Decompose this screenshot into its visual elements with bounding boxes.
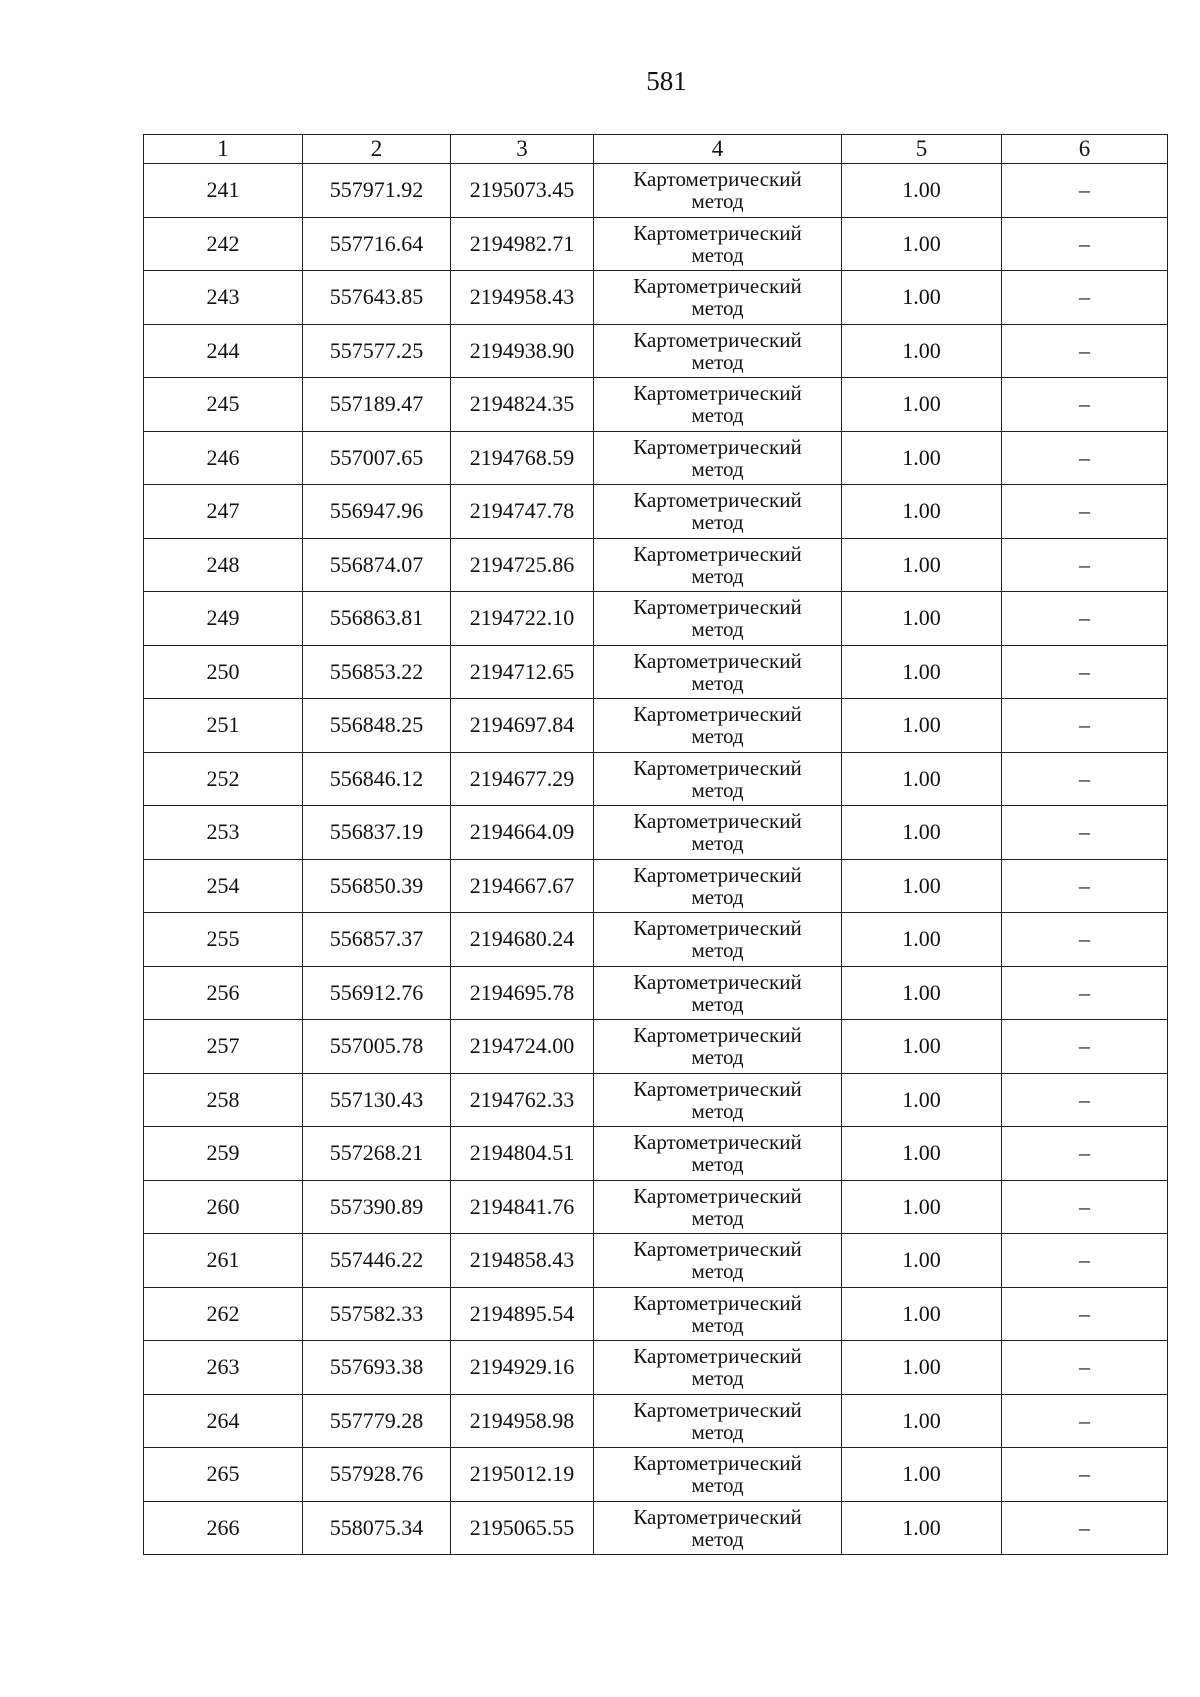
method-line-1: Картометрический	[633, 1451, 802, 1476]
y-coordinate-cell: 2195065.55	[451, 1501, 594, 1555]
point-number-cell: 253	[144, 806, 303, 860]
method-line-1: Картометрический	[633, 274, 802, 299]
method-line-2: метод	[691, 1205, 744, 1230]
point-number-cell: 242	[144, 217, 303, 271]
note-cell: –	[1002, 752, 1168, 806]
y-coordinate-cell: 2194724.00	[451, 1020, 594, 1074]
method-line-2: метод	[691, 242, 744, 267]
note-cell: –	[1002, 1020, 1168, 1074]
method-cell	[594, 538, 842, 592]
accuracy-cell: 1.00	[842, 645, 1002, 699]
x-coordinate-cell: 556837.19	[303, 806, 451, 860]
x-coordinate-cell: 557189.47	[303, 378, 451, 432]
note-cell: –	[1002, 431, 1168, 485]
note-cell: –	[1002, 485, 1168, 539]
accuracy-cell: 1.00	[842, 1394, 1002, 1448]
table-row	[144, 1020, 1168, 1074]
table-row	[144, 485, 1168, 539]
y-coordinate-cell: 2194858.43	[451, 1234, 594, 1288]
x-coordinate-cell: 556846.12	[303, 752, 451, 806]
point-number-cell: 257	[144, 1020, 303, 1074]
method-line-2: метод	[691, 1473, 744, 1498]
page-number: 581	[646, 66, 687, 96]
y-coordinate-cell: 2194677.29	[451, 752, 594, 806]
point-number-cell: 252	[144, 752, 303, 806]
y-coordinate-cell: 2194929.16	[451, 1341, 594, 1395]
note-cell: –	[1002, 378, 1168, 432]
method-line-2: метод	[691, 1045, 744, 1070]
point-number-cell: 254	[144, 859, 303, 913]
point-number-cell: 243	[144, 271, 303, 325]
method-line-1: Картометрический	[633, 969, 802, 994]
accuracy-cell: 1.00	[842, 1448, 1002, 1502]
method-line-1: Картометрический	[633, 220, 802, 245]
method-cell	[594, 806, 842, 860]
table-row	[144, 645, 1168, 699]
note-cell: –	[1002, 1073, 1168, 1127]
accuracy-cell: 1.00	[842, 1287, 1002, 1341]
accuracy-cell: 1.00	[842, 806, 1002, 860]
method-cell	[594, 1127, 842, 1181]
point-number-cell: 248	[144, 538, 303, 592]
method-line-2: метод	[691, 189, 744, 214]
method-line-1: Картометрический	[633, 809, 802, 834]
y-coordinate-cell: 2194938.90	[451, 324, 594, 378]
note-cell: –	[1002, 859, 1168, 913]
method-cell	[594, 699, 842, 753]
method-line-2: метод	[691, 456, 744, 481]
x-coordinate-cell: 556853.22	[303, 645, 451, 699]
x-coordinate-cell: 557446.22	[303, 1234, 451, 1288]
column-header: 6	[1002, 135, 1168, 164]
method-cell	[594, 271, 842, 325]
x-coordinate-cell: 557007.65	[303, 431, 451, 485]
y-coordinate-cell: 2194824.35	[451, 378, 594, 432]
method-line-2: метод	[691, 1312, 744, 1337]
point-number-cell: 264	[144, 1394, 303, 1448]
y-coordinate-cell: 2194768.59	[451, 431, 594, 485]
note-cell: –	[1002, 806, 1168, 860]
method-line-1: Картометрический	[633, 541, 802, 566]
method-line-2: метод	[691, 1366, 744, 1391]
accuracy-cell: 1.00	[842, 1020, 1002, 1074]
x-coordinate-cell: 557928.76	[303, 1448, 451, 1502]
y-coordinate-cell: 2194804.51	[451, 1127, 594, 1181]
point-number-cell: 241	[144, 164, 303, 218]
point-number-cell: 263	[144, 1341, 303, 1395]
method-cell	[594, 1180, 842, 1234]
column-header: 4	[594, 135, 842, 164]
x-coordinate-cell: 557577.25	[303, 324, 451, 378]
x-coordinate-cell: 556874.07	[303, 538, 451, 592]
method-line-2: метод	[691, 1152, 744, 1177]
note-cell: –	[1002, 1127, 1168, 1181]
note-cell: –	[1002, 164, 1168, 218]
accuracy-cell: 1.00	[842, 913, 1002, 967]
method-line-2: метод	[691, 403, 744, 428]
x-coordinate-cell: 556850.39	[303, 859, 451, 913]
method-line-2: метод	[691, 510, 744, 535]
table-row	[144, 1073, 1168, 1127]
method-line-1: Картометрический	[633, 1076, 802, 1101]
method-line-1: Картометрический	[633, 1397, 802, 1422]
y-coordinate-cell: 2195073.45	[451, 164, 594, 218]
y-coordinate-cell: 2194680.24	[451, 913, 594, 967]
y-coordinate-cell: 2194895.54	[451, 1287, 594, 1341]
method-line-1: Картометрический	[633, 1237, 802, 1262]
table-row	[144, 1180, 1168, 1234]
table-row	[144, 1394, 1168, 1448]
point-number-cell: 262	[144, 1287, 303, 1341]
accuracy-cell: 1.00	[842, 431, 1002, 485]
method-line-2: метод	[691, 831, 744, 856]
column-header: 1	[144, 135, 303, 164]
accuracy-cell: 1.00	[842, 592, 1002, 646]
accuracy-cell: 1.00	[842, 271, 1002, 325]
y-coordinate-cell: 2194958.98	[451, 1394, 594, 1448]
method-cell	[594, 1287, 842, 1341]
table-row	[144, 806, 1168, 860]
table-row	[144, 1287, 1168, 1341]
table-row	[144, 164, 1168, 218]
method-line-2: метод	[691, 777, 744, 802]
x-coordinate-cell: 557779.28	[303, 1394, 451, 1448]
method-line-1: Картометрический	[633, 488, 802, 513]
method-line-2: метод	[691, 1526, 744, 1551]
method-cell	[594, 1234, 842, 1288]
x-coordinate-cell: 558075.34	[303, 1501, 451, 1555]
method-line-1: Картометрический	[633, 1130, 802, 1155]
method-line-1: Картометрический	[633, 327, 802, 352]
y-coordinate-cell: 2194725.86	[451, 538, 594, 592]
point-number-cell: 255	[144, 913, 303, 967]
table-body	[144, 164, 1168, 1555]
x-coordinate-cell: 557582.33	[303, 1287, 451, 1341]
method-line-1: Картометрический	[633, 1344, 802, 1369]
table-row	[144, 1234, 1168, 1288]
point-number-cell: 246	[144, 431, 303, 485]
coordinates-table	[143, 134, 1168, 1555]
method-line-1: Картометрический	[633, 595, 802, 620]
point-number-cell: 258	[144, 1073, 303, 1127]
accuracy-cell: 1.00	[842, 966, 1002, 1020]
column-header: 3	[451, 135, 594, 164]
method-line-1: Картометрический	[633, 167, 802, 192]
accuracy-cell: 1.00	[842, 164, 1002, 218]
accuracy-cell: 1.00	[842, 1073, 1002, 1127]
accuracy-cell: 1.00	[842, 1127, 1002, 1181]
table-row	[144, 538, 1168, 592]
note-cell: –	[1002, 1287, 1168, 1341]
method-cell	[594, 431, 842, 485]
method-line-2: метод	[691, 670, 744, 695]
method-line-2: метод	[691, 884, 744, 909]
note-cell: –	[1002, 645, 1168, 699]
method-cell	[594, 324, 842, 378]
note-cell: –	[1002, 1394, 1168, 1448]
note-cell: –	[1002, 271, 1168, 325]
method-line-1: Картометрический	[633, 916, 802, 941]
note-cell: –	[1002, 699, 1168, 753]
point-number-cell: 265	[144, 1448, 303, 1502]
x-coordinate-cell: 557268.21	[303, 1127, 451, 1181]
method-cell	[594, 217, 842, 271]
method-cell	[594, 645, 842, 699]
x-coordinate-cell: 557005.78	[303, 1020, 451, 1074]
table-row	[144, 1448, 1168, 1502]
method-line-2: метод	[691, 1259, 744, 1284]
method-cell	[594, 592, 842, 646]
method-line-1: Картометрический	[633, 755, 802, 780]
table-row	[144, 1341, 1168, 1395]
y-coordinate-cell: 2194664.09	[451, 806, 594, 860]
accuracy-cell: 1.00	[842, 485, 1002, 539]
accuracy-cell: 1.00	[842, 1501, 1002, 1555]
table-row	[144, 431, 1168, 485]
y-coordinate-cell: 2194982.71	[451, 217, 594, 271]
y-coordinate-cell: 2194841.76	[451, 1180, 594, 1234]
method-cell	[594, 859, 842, 913]
table-header-row	[144, 135, 1168, 164]
note-cell: –	[1002, 217, 1168, 271]
y-coordinate-cell: 2194697.84	[451, 699, 594, 753]
method-line-1: Картометрический	[633, 1023, 802, 1048]
method-line-2: метод	[691, 1098, 744, 1123]
x-coordinate-cell: 556947.96	[303, 485, 451, 539]
method-line-1: Картометрический	[633, 1290, 802, 1315]
table-row	[144, 1127, 1168, 1181]
table-row	[144, 699, 1168, 753]
note-cell: –	[1002, 966, 1168, 1020]
table-row	[144, 752, 1168, 806]
table-row	[144, 271, 1168, 325]
method-cell	[594, 1020, 842, 1074]
method-line-2: метод	[691, 617, 744, 642]
accuracy-cell: 1.00	[842, 859, 1002, 913]
point-number-cell: 260	[144, 1180, 303, 1234]
note-cell: –	[1002, 538, 1168, 592]
y-coordinate-cell: 2194722.10	[451, 592, 594, 646]
x-coordinate-cell: 556848.25	[303, 699, 451, 753]
table-row	[144, 324, 1168, 378]
table-row	[144, 217, 1168, 271]
method-cell	[594, 1341, 842, 1395]
note-cell: –	[1002, 1180, 1168, 1234]
accuracy-cell: 1.00	[842, 538, 1002, 592]
table-row	[144, 592, 1168, 646]
table-row	[144, 378, 1168, 432]
y-coordinate-cell: 2194747.78	[451, 485, 594, 539]
y-coordinate-cell: 2195012.19	[451, 1448, 594, 1502]
method-line-2: метод	[691, 563, 744, 588]
accuracy-cell: 1.00	[842, 699, 1002, 753]
y-coordinate-cell: 2194958.43	[451, 271, 594, 325]
note-cell: –	[1002, 1448, 1168, 1502]
point-number-cell: 247	[144, 485, 303, 539]
x-coordinate-cell: 556863.81	[303, 592, 451, 646]
method-line-2: метод	[691, 349, 744, 374]
note-cell: –	[1002, 913, 1168, 967]
x-coordinate-cell: 556857.37	[303, 913, 451, 967]
x-coordinate-cell: 557693.38	[303, 1341, 451, 1395]
accuracy-cell: 1.00	[842, 378, 1002, 432]
accuracy-cell: 1.00	[842, 1341, 1002, 1395]
point-number-cell: 250	[144, 645, 303, 699]
method-line-2: метод	[691, 724, 744, 749]
method-cell	[594, 752, 842, 806]
y-coordinate-cell: 2194762.33	[451, 1073, 594, 1127]
method-cell	[594, 378, 842, 432]
x-coordinate-cell: 557716.64	[303, 217, 451, 271]
note-cell: –	[1002, 1234, 1168, 1288]
method-line-2: метод	[691, 991, 744, 1016]
x-coordinate-cell: 557390.89	[303, 1180, 451, 1234]
method-cell	[594, 1073, 842, 1127]
method-line-1: Картометрический	[633, 702, 802, 727]
method-cell	[594, 1394, 842, 1448]
point-number-cell: 256	[144, 966, 303, 1020]
x-coordinate-cell: 557971.92	[303, 164, 451, 218]
table-row	[144, 913, 1168, 967]
x-coordinate-cell: 557643.85	[303, 271, 451, 325]
table-row	[144, 1501, 1168, 1555]
method-cell	[594, 1448, 842, 1502]
note-cell: –	[1002, 592, 1168, 646]
point-number-cell: 251	[144, 699, 303, 753]
accuracy-cell: 1.00	[842, 752, 1002, 806]
method-line-1: Картометрический	[633, 1183, 802, 1208]
method-cell	[594, 164, 842, 218]
method-line-1: Картометрический	[633, 648, 802, 673]
point-number-cell: 259	[144, 1127, 303, 1181]
method-line-2: метод	[691, 938, 744, 963]
point-number-cell: 266	[144, 1501, 303, 1555]
accuracy-cell: 1.00	[842, 1180, 1002, 1234]
point-number-cell: 245	[144, 378, 303, 432]
method-line-1: Картометрический	[633, 434, 802, 459]
method-cell	[594, 966, 842, 1020]
accuracy-cell: 1.00	[842, 1234, 1002, 1288]
y-coordinate-cell: 2194695.78	[451, 966, 594, 1020]
method-line-1: Картометрический	[633, 1504, 802, 1529]
note-cell: –	[1002, 1501, 1168, 1555]
point-number-cell: 244	[144, 324, 303, 378]
method-cell	[594, 913, 842, 967]
x-coordinate-cell: 557130.43	[303, 1073, 451, 1127]
accuracy-cell: 1.00	[842, 324, 1002, 378]
method-cell	[594, 1501, 842, 1555]
method-line-2: метод	[691, 1419, 744, 1444]
method-line-1: Картометрический	[633, 381, 802, 406]
table-row	[144, 859, 1168, 913]
method-line-1: Картометрический	[633, 862, 802, 887]
x-coordinate-cell: 556912.76	[303, 966, 451, 1020]
note-cell: –	[1002, 324, 1168, 378]
note-cell: –	[1002, 1341, 1168, 1395]
point-number-cell: 249	[144, 592, 303, 646]
table-row	[144, 966, 1168, 1020]
y-coordinate-cell: 2194712.65	[451, 645, 594, 699]
accuracy-cell: 1.00	[842, 217, 1002, 271]
point-number-cell: 261	[144, 1234, 303, 1288]
column-header: 2	[303, 135, 451, 164]
column-header: 5	[842, 135, 1002, 164]
y-coordinate-cell: 2194667.67	[451, 859, 594, 913]
method-line-2: метод	[691, 296, 744, 321]
method-cell	[594, 485, 842, 539]
